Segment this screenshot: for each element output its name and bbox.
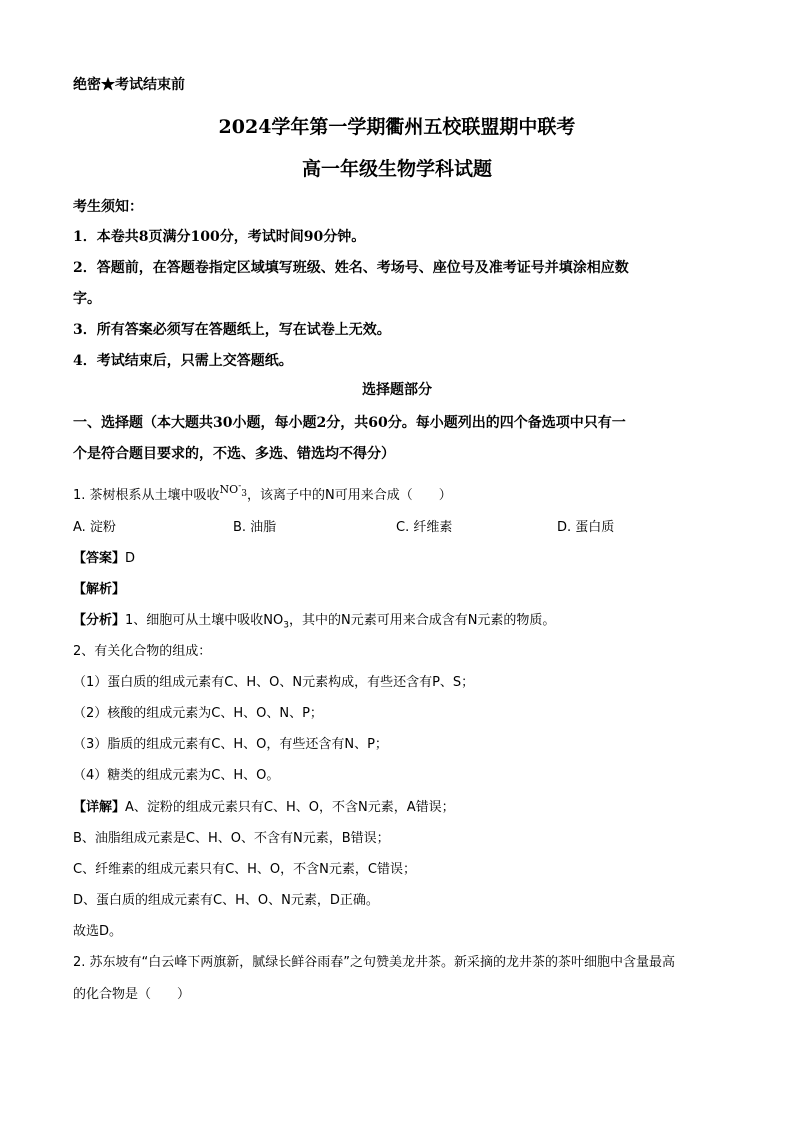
notice-rule: 字。 bbox=[73, 291, 101, 307]
analysis-label: 【解析】 bbox=[73, 582, 126, 597]
notice-heading: 考生须知： bbox=[73, 199, 143, 215]
analysis-line: （1）蛋白质的组成元素有C、H、O、N元素构成，有些还含有P、S； bbox=[73, 675, 475, 690]
notice-rule: 2．答题前，在答题卷指定区域填写班级、姓名、考场号、座位号及准考证号并填涂相应数 bbox=[73, 260, 629, 276]
notice-rule: 1．本卷共8页满分100分，考试时间90分钟。 bbox=[73, 229, 366, 245]
analysis-line: （4）糖类的组成元素为C、H、O。 bbox=[73, 768, 280, 783]
part-instructions: 一、选择题（本大题共30小题，每小题2分，共60分。每小题列出的四个备选项中只有一 bbox=[73, 415, 626, 431]
confidential-label: 绝密★考试结束前 bbox=[73, 77, 185, 93]
nitrate-formula: NO-3 bbox=[219, 481, 247, 500]
option-a: A. 淀粉 bbox=[73, 520, 116, 535]
analysis-line: 2、有关化合物的组成： bbox=[73, 644, 212, 659]
question-1-suffix: ，该离子中的N可用来合成（ ） bbox=[246, 488, 452, 503]
detail-head: 【详解】 bbox=[73, 800, 126, 815]
part-instructions: 个是符合题目要求的，不选、多选、错选均不得分） bbox=[73, 446, 395, 462]
option-c: C. 纤维素 bbox=[396, 520, 453, 535]
notice-rule: 4．考试结束后，只需上交答题纸。 bbox=[73, 353, 293, 369]
section-title: 选择题部分 bbox=[362, 382, 432, 398]
answer-label: 【答案】 bbox=[73, 551, 126, 566]
analysis-line: （3）脂质的组成元素有C、H、O，有些还含有N、P； bbox=[73, 737, 388, 752]
detail-line: 【详解】A、淀粉的组成元素只有C、H、O，不含N元素，A错误； bbox=[73, 800, 455, 815]
question-1-stem bbox=[73, 481, 452, 505]
question-2-stem: 的化合物是（ ） bbox=[73, 987, 191, 1002]
exam-title: 2024学年第一学期衢州五校联盟期中联考 bbox=[218, 116, 576, 138]
analysis-line: （2）核酸的组成元素为C、H、O、N、P； bbox=[73, 706, 323, 721]
analysis-line: 【分析】1、细胞可从土壤中吸收$NO_3$，其中的N元素可用来合成含有N元素的物质。 bbox=[73, 613, 556, 631]
detail-line: 故选D。 bbox=[73, 924, 123, 939]
option-d: D. 蛋白质 bbox=[557, 520, 615, 535]
analysis-head: 【分析】 bbox=[73, 613, 126, 628]
detail-line: C、纤维素的组成元素只有C、H、O，不含N元素，C错误； bbox=[73, 862, 416, 877]
question-2-stem: 2. 苏东坡有“白云峰下两旗新，腻绿长鲜谷雨春”之句赞美龙井茶。新采摘的龙井茶的茶叶细胞中含量最高 bbox=[73, 955, 676, 970]
exam-subtitle: 高一年级生物学科试题 bbox=[301, 158, 492, 180]
answer-value: D bbox=[125, 551, 136, 566]
detail-line: B、油脂组成元素是C、H、O、不含有N元素，B错误； bbox=[73, 831, 390, 846]
detail-line: D、蛋白质的组成元素有C、H、O、N元素，D正确。 bbox=[73, 893, 379, 908]
option-b: B. 油脂 bbox=[233, 520, 277, 535]
notice-rule: 3．所有答案必须写在答题纸上，写在试卷上无效。 bbox=[73, 322, 391, 338]
question-1-prefix: 1. 茶树根系从土壤中吸收 bbox=[73, 488, 220, 503]
answer-line bbox=[73, 547, 135, 566]
